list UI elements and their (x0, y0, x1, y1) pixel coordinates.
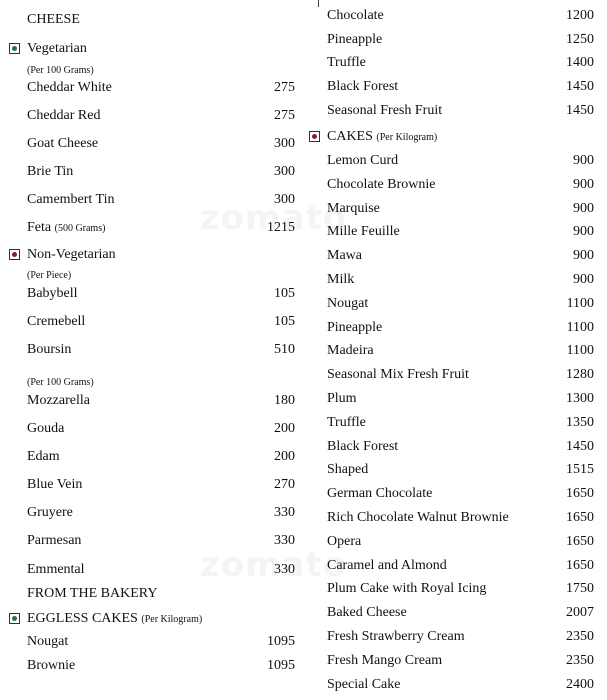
item-name: German Chocolate (327, 486, 433, 501)
menu-item (27, 474, 295, 496)
item-price: 900 (573, 153, 594, 168)
feta-qualifier: (500 Grams) (54, 223, 106, 234)
item-name: Caramel and Almond (327, 558, 447, 573)
item-price: 1650 (566, 534, 594, 549)
menu-item (327, 174, 594, 196)
menu-item (327, 602, 594, 624)
item-name: Truffle (327, 55, 366, 70)
item-name: Fresh Mango Cream (327, 653, 443, 668)
item-price: 900 (573, 201, 594, 216)
item-name: Goat Cheese (27, 136, 99, 151)
item-name: Cremebell (27, 314, 86, 329)
item-name: Shaped (327, 462, 369, 477)
item-name: Lemon Curd (327, 153, 399, 168)
item-price: 1300 (566, 391, 594, 406)
feta-name: Feta (27, 220, 52, 235)
item-name: Plum Cake with Royal Icing (327, 581, 487, 596)
item-name: Mozzarella (27, 393, 90, 408)
menu-item (327, 100, 594, 122)
menu-item (327, 507, 594, 529)
menu-item (27, 631, 295, 653)
item-price: 900 (573, 272, 594, 287)
item-name: Camembert Tin (27, 192, 115, 207)
item-price: 1200 (566, 8, 594, 23)
bakery-heading: FROM THE BAKERY (27, 586, 158, 601)
menu-item (327, 578, 594, 600)
item-name: Truffle (327, 415, 366, 430)
menu-item (27, 133, 295, 155)
menu-item (327, 650, 594, 672)
item-price: 1650 (566, 510, 594, 525)
menu-item (27, 559, 295, 581)
item-name: Fresh Strawberry Cream (327, 629, 465, 644)
item-name: Baked Cheese (327, 605, 407, 620)
menu-item (27, 217, 295, 239)
item-price: 300 (274, 164, 295, 179)
item-price: 330 (274, 533, 295, 548)
item-price: 1515 (566, 462, 594, 477)
item-name: Edam (27, 449, 60, 464)
item-price: 1215 (267, 220, 295, 235)
menu-item (327, 293, 594, 315)
non-vegetarian-heading: Non-Vegetarian (27, 247, 116, 262)
menu-item (327, 5, 594, 27)
veg-icon (9, 613, 20, 624)
cakes-qualifier: (Per Kilogram) (376, 132, 438, 143)
item-price: 275 (274, 108, 295, 123)
item-name: Gouda (27, 421, 65, 436)
menu-item (327, 364, 594, 386)
item-price: 200 (274, 449, 295, 464)
menu-item (327, 412, 594, 434)
item-name: Blue Vein (27, 477, 83, 492)
item-price: 1650 (566, 486, 594, 501)
menu-item (27, 105, 295, 127)
item-name: Opera (327, 534, 362, 549)
menu-item (327, 29, 594, 51)
menu-item (27, 311, 295, 333)
item-name: Cheddar White (27, 80, 112, 95)
item-price: 1750 (566, 581, 594, 596)
item-name: Cheddar Red (27, 108, 101, 123)
menu-item (327, 52, 594, 74)
item-price: 1095 (267, 658, 295, 673)
column-divider (318, 0, 319, 7)
menu-item (327, 269, 594, 291)
item-price: 2350 (566, 629, 594, 644)
item-name: Milk (327, 272, 355, 287)
item-name: Madeira (327, 343, 374, 358)
item-price: 200 (274, 421, 295, 436)
item-name: Mille Feuille (327, 224, 400, 239)
item-price: 330 (274, 505, 295, 520)
eggless-qualifier: (Per Kilogram) (141, 614, 203, 625)
item-name: Seasonal Fresh Fruit (327, 103, 443, 118)
item-name: Pineapple (327, 320, 383, 335)
item-name: Gruyere (27, 505, 73, 520)
item-price: 1280 (566, 367, 594, 382)
non-veg-icon (309, 131, 320, 142)
item-name: Mawa (327, 248, 362, 263)
item-price: 510 (274, 342, 295, 357)
item-price: 275 (274, 80, 295, 95)
item-price: 900 (573, 224, 594, 239)
menu-item (27, 283, 295, 305)
item-price: 270 (274, 477, 295, 492)
item-price: 1450 (566, 439, 594, 454)
item-name: Rich Chocolate Walnut Brownie (327, 510, 509, 525)
menu-item (327, 317, 594, 339)
menu-item (27, 502, 295, 524)
item-price: 300 (274, 136, 295, 151)
cakes-heading (327, 126, 437, 148)
item-name: Plum (327, 391, 357, 406)
item-price: 900 (573, 248, 594, 263)
item-price: 330 (274, 562, 295, 577)
item-name: Emmental (27, 562, 85, 577)
item-name: Marquise (327, 201, 380, 216)
item-price: 105 (274, 286, 295, 301)
menu-item (27, 530, 295, 552)
item-name: Brownie (27, 658, 76, 673)
non-veg-unit-note-2: (Per 100 Grams) (27, 377, 94, 388)
item-price: 1250 (566, 32, 594, 47)
menu-item (327, 674, 594, 696)
menu-item (327, 436, 594, 458)
item-name: Special Cake (327, 677, 401, 692)
cakes-title: CAKES (327, 129, 373, 144)
item-name: Nougat (27, 634, 69, 649)
menu-item (27, 655, 295, 677)
item-price: 1650 (566, 558, 594, 573)
veg-icon (9, 43, 20, 54)
item-name: Chocolate (327, 8, 384, 23)
vegetarian-heading: Vegetarian (27, 41, 87, 56)
menu-item (327, 531, 594, 553)
menu-item (327, 555, 594, 577)
item-name: Boursin (27, 342, 72, 357)
non-veg-icon (9, 249, 20, 260)
cheese-heading: CHEESE (27, 12, 80, 27)
menu-item (327, 340, 594, 362)
eggless-cakes-heading (27, 608, 202, 630)
item-price: 2350 (566, 653, 594, 668)
item-price: 1400 (566, 55, 594, 70)
menu-item (327, 198, 594, 220)
menu-item (27, 189, 295, 211)
eggless-title: EGGLESS CAKES (27, 611, 138, 626)
item-name: Babybell (27, 286, 78, 301)
item-price: 1095 (267, 634, 295, 649)
menu-item (327, 388, 594, 410)
item-name: Pineapple (327, 32, 383, 47)
item-name: Brie Tin (27, 164, 74, 179)
menu-item (27, 418, 295, 440)
item-name: Parmesan (27, 533, 82, 548)
item-name: Black Forest (327, 79, 399, 94)
menu-item (27, 161, 295, 183)
menu-item (27, 77, 295, 99)
menu-item (327, 245, 594, 267)
item-price: 1450 (566, 103, 594, 118)
menu-item (327, 150, 594, 172)
item-price: 105 (274, 314, 295, 329)
menu-item (327, 483, 594, 505)
menu-item (327, 459, 594, 481)
menu-item (27, 446, 295, 468)
item-price: 1100 (566, 296, 594, 311)
item-name (27, 217, 105, 240)
menu-item (327, 76, 594, 98)
non-veg-unit-note: (Per Piece) (27, 270, 72, 281)
item-price: 1100 (566, 320, 594, 335)
item-price: 2400 (566, 677, 594, 692)
item-name: Seasonal Mix Fresh Fruit (327, 367, 469, 382)
item-price: 2007 (566, 605, 594, 620)
menu-item (327, 626, 594, 648)
item-name: Chocolate Brownie (327, 177, 436, 192)
menu-item (27, 390, 295, 412)
veg-unit-note: (Per 100 Grams) (27, 65, 94, 76)
item-price: 1350 (566, 415, 594, 430)
menu-item (27, 339, 295, 361)
item-price: 300 (274, 192, 295, 207)
item-price: 1100 (566, 343, 594, 358)
item-name: Nougat (327, 296, 369, 311)
item-name: Black Forest (327, 439, 399, 454)
item-price: 1450 (566, 79, 594, 94)
item-price: 900 (573, 177, 594, 192)
item-price: 180 (274, 393, 295, 408)
menu-item (327, 221, 594, 243)
